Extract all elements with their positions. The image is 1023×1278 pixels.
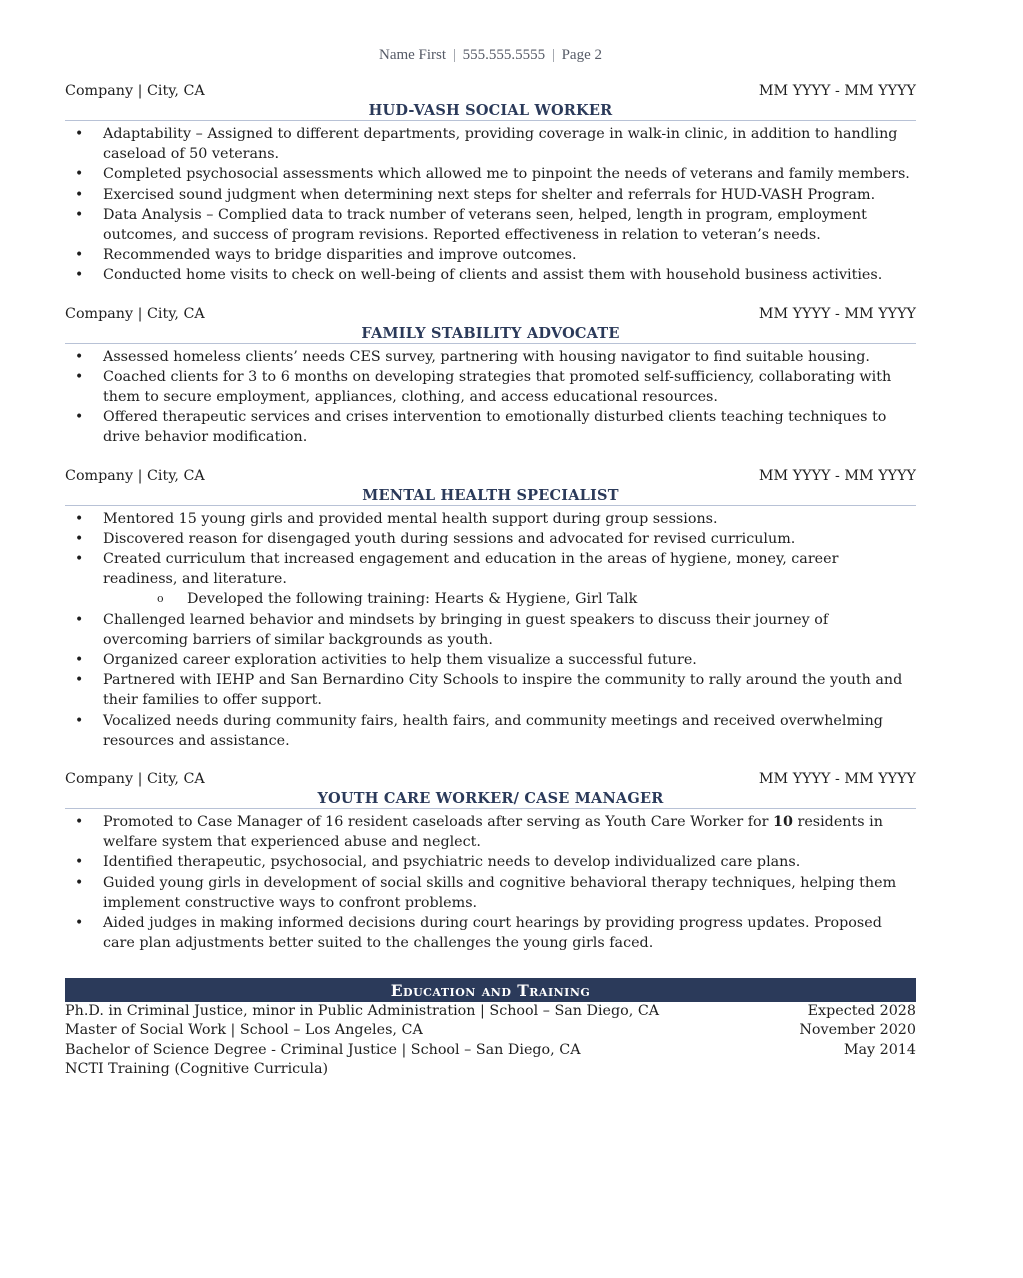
education-degree: Master of Social Work | School – Los Angeles, CA <box>65 1022 423 1039</box>
education-date: May 2014 <box>843 1041 916 1058</box>
bullet-item: • Partnered with IEHP and San Bernardino City Schools to inspire the community to rally around the youth and their families to offer support. <box>75 672 903 709</box>
bullet-dot-icon: • <box>75 267 84 284</box>
job-dates: MM YYYY - MM YYYY <box>758 305 916 322</box>
job-bullets <box>65 124 916 286</box>
bullet-dot-icon: • <box>75 166 84 183</box>
bullet-item: • Adaptability – Assigned to different departments, providing coverage in walk-in clinic, in addition to handling caseload of 50 veterans. <box>75 126 898 163</box>
job-company: Company | City, CA <box>65 83 205 99</box>
bullet-dot-icon: • <box>75 126 84 142</box>
bullet-dot-icon: • <box>75 712 84 729</box>
education-entry <box>65 1041 916 1061</box>
bullet-dot-icon: • <box>75 611 84 628</box>
education-degree: Ph.D. in Criminal Justice, minor in Public Administration | School – San Diego, CA <box>65 1002 660 1019</box>
header-separator: | <box>452 47 456 63</box>
bullet-item: • Created curriculum that increased engagement and education in the areas of hygiene, money, career readiness, and literature. <box>75 551 839 588</box>
job-entry <box>65 467 916 751</box>
hollow-circle-bullet-icon: o <box>157 592 164 606</box>
job-meta <box>65 467 916 486</box>
job-title: FAMILY STABILITY ADVOCATE <box>65 324 916 344</box>
bullet-item: • Exercised sound judgment when determining next steps for shelter and referrals for HUD-VASH Program. <box>65 185 916 205</box>
job-company: Company | City, CA <box>65 305 205 322</box>
bullet-dot-icon: • <box>75 874 84 891</box>
job-title: HUD-VASH SOCIAL WORKER <box>65 101 916 121</box>
bullet-dot-icon: • <box>75 247 84 264</box>
bullet-item: • Mentored 15 young girls and provided mental health support during group sessions. <box>65 509 916 529</box>
header-separator: | <box>551 47 555 63</box>
bullet-item: • Recommended ways to bridge disparities and improve outcomes. <box>65 245 916 265</box>
job-dates: MM YYYY - MM YYYY <box>758 83 916 99</box>
education-entry <box>65 1002 916 1022</box>
bullet-item: • Coached clients for 3 to 6 months on developing strategies that promoted self-sufficiency, collaborating with them to secure employment, appliances, clothing, and access educational resources. <box>75 368 892 406</box>
bullet-item: • Vocalized needs during community fairs, health fairs, and community meetings and received overwhelming resources and assistance. <box>75 712 883 749</box>
job-meta <box>65 770 916 789</box>
bullet-dot-icon: • <box>75 814 84 831</box>
bullet-dot-icon: • <box>75 652 84 669</box>
education-degree: NCTI Training (Cognitive Curricula) <box>65 1061 329 1078</box>
education-list <box>65 1002 916 1080</box>
education-date: November 2020 <box>799 1022 916 1039</box>
education-entry <box>65 1060 916 1080</box>
job-company: Company | City, CA <box>65 771 205 788</box>
bullet-dot-icon: • <box>75 348 84 365</box>
bullet-item: • Assessed homeless clients’ needs CES survey, partnering with housing navigator to find suitable housing. <box>65 347 916 367</box>
job-entry <box>65 305 916 448</box>
job-dates: MM YYYY - MM YYYY <box>758 771 916 788</box>
education-entry <box>65 1021 916 1041</box>
bullet-dot-icon: • <box>75 551 84 568</box>
job-bullets <box>65 347 916 448</box>
education-degree: Bachelor of Science Degree - Criminal Justice | School – San Diego, CA <box>65 1041 581 1058</box>
bullet-item: • Completed psychosocial assessments which allowed me to pinpoint the needs of veterans and family members. <box>65 164 916 184</box>
job-company: Company | City, CA <box>65 467 205 484</box>
bullet-dot-icon: • <box>75 672 84 689</box>
bullet-dot-icon: • <box>75 206 84 223</box>
bullet-item: • Guided young girls in development of social skills and cognitive behavioral therapy techniques, helping them implement constructive ways to confront problems. <box>75 874 897 911</box>
job-entry <box>65 82 916 286</box>
bullet-item: • Identified therapeutic, psychosocial, and psychiatric needs to develop individualized care plans. <box>65 852 916 872</box>
bullet-dot-icon: • <box>75 530 84 547</box>
bullet-dot-icon: • <box>75 409 84 426</box>
sub-bullet-item: o Developed the following training: Hearts & Hygiene, Girl Talk <box>65 589 916 609</box>
bullet-dot-icon: • <box>75 915 84 932</box>
job-title: MENTAL HEALTH SPECIALIST <box>65 486 916 506</box>
job-dates: MM YYYY - MM YYYY <box>758 467 916 484</box>
bullet-item: • Offered therapeutic services and crises intervention to emotionally disturbed clients teaching techniques to drive behavior modification. <box>75 409 887 446</box>
job-title: YOUTH CARE WORKER/ CASE MANAGER <box>65 789 916 809</box>
bullet-dot-icon: • <box>75 368 84 385</box>
bullet-item: • Aided judges in making informed decisions during court hearings by providing progress updates. Proposed care plan adjustments better suited to the challenges the young girls faced. <box>75 915 882 952</box>
bullet-dot-icon: • <box>75 510 84 527</box>
bullet-dot-icon: • <box>75 186 84 203</box>
job-bullets <box>65 812 916 953</box>
job-entry <box>65 770 916 953</box>
header-page-number: Page 2 <box>561 47 603 63</box>
job-meta <box>65 82 916 101</box>
header-phone: 555.555.5555 <box>462 47 546 63</box>
education-date: Expected 2028 <box>807 1002 916 1019</box>
bullet-item: • Data Analysis – Complied data to track number of veterans seen, helped, length in program, employment outcomes, and success of program revisions. Reported effectiveness in relation to veteran’s needs. <box>75 206 867 244</box>
education-section-heading: Education and Training <box>65 978 916 1002</box>
bullet-item: • Organized career exploration activities to help them visualize a successful future. <box>65 650 916 670</box>
header-name: Name First <box>378 47 447 63</box>
bullet-item: • Challenged learned behavior and mindsets by bringing in guest speakers to discuss their journey of overcoming barriers of similar backgrounds as youth. <box>75 611 829 648</box>
job-bullets <box>65 509 916 751</box>
bullet-item: • Conducted home visits to check on well-being of clients and assist them with household business activities. <box>65 265 916 285</box>
page-header <box>65 44 916 66</box>
resume-page <box>65 44 916 1080</box>
job-meta <box>65 305 916 324</box>
bullet-item: • Promoted to Case Manager of 16 resident caseloads after serving as Youth Care Worker for 10 residents in welfare system that experienced abuse and neglect. <box>75 814 883 851</box>
bullet-item: • Discovered reason for disengaged youth during sessions and advocated for revised curriculum. <box>65 529 916 549</box>
bullet-dot-icon: • <box>75 854 84 871</box>
